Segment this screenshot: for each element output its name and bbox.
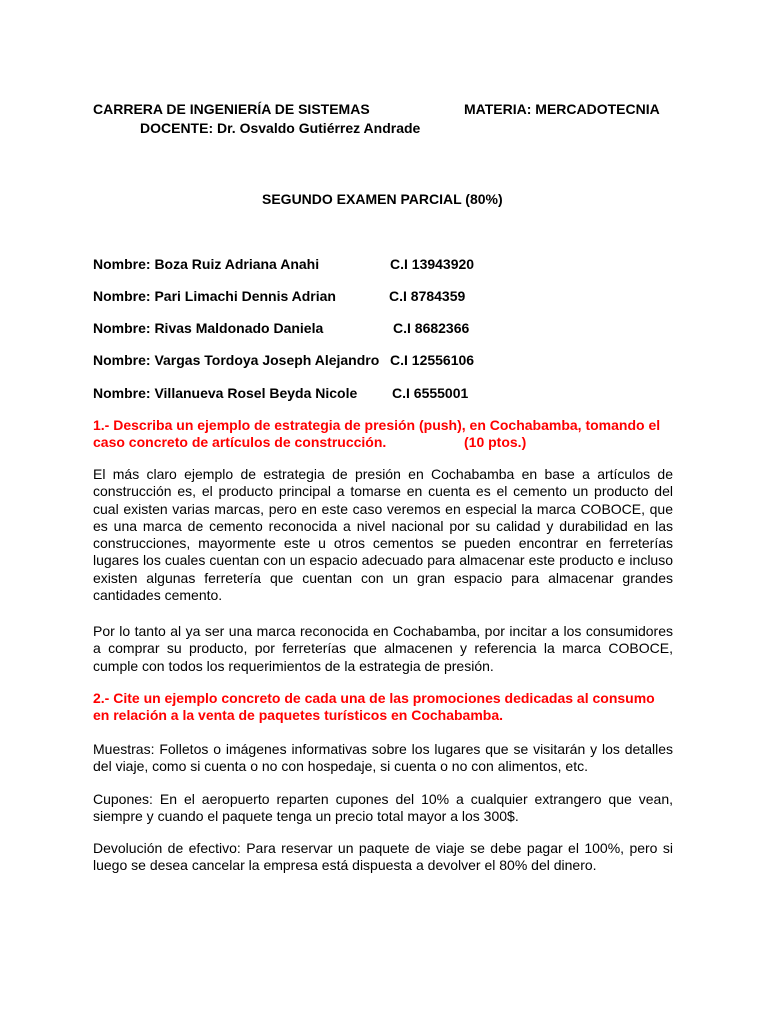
teacher-heading: DOCENTE: Dr. Osvaldo Gutiérrez Andrade — [140, 120, 421, 136]
answer-2-cash-refund: Devolución de efectivo: Para reservar un paquete de viaje se debe pagar el 100%, pero si luego se desea cancelar la empresa está dispuesta a devolver el 80% del dinero. — [93, 840, 673, 874]
student-name: Nombre: Villanueva Rosel Beyda Nicole — [93, 385, 358, 401]
answer-1-paragraph-1: El más claro ejemplo de estrategia de presión en Cochabamba en base a artículos de construcción es, el producto principal a tomarse en cuenta es el cemento un producto del cual existen varias marcas, pero en este caso veremos en especial la marca COBOCE, que es una marca de cemento reconocida a nivel nacional por su calidad y durabilidad en las construcciones, mayormente este u otros cementos se pueden encontrar en ferreterías lugares los cuales cuentan con un espacio adecuado para almacenar este producto e incluso existen algunas ferretería que cuentan con un gran espacio para almacenar grandes cantidades cemento. — [93, 466, 673, 604]
student-ci: C.I 6555001 — [392, 385, 469, 401]
question-1-text: 1.- Describa un ejemplo de estrategia de presión (push), en Cochabamba, tomando el caso concreto de artículos de construcción. — [93, 417, 661, 451]
question-1 — [93, 417, 673, 452]
answer-1-paragraph-2: Por lo tanto al ya ser una marca reconocida en Cochabamba, por incitar a los consumidores a comprar su producto, por ferreterías que almacenen y referencia la marca COBOCE, cumple con todos los requerimientos de la estrategia de presión. — [93, 623, 673, 674]
student-row — [93, 320, 470, 337]
question-2: 2.- Cite un ejemplo concreto de cada una de las promociones dedicadas al consumo en relación a la venta de paquetes turísticos en Cochabamba. — [93, 690, 655, 724]
answer-2-samples: Muestras: Folletos o imágenes informativas sobre los lugares que se visitarán y los detalles del viaje, como si cuenta o no con hospedaje, si cuenta o no con alimentos, etc. — [93, 741, 673, 775]
student-ci: C.I 8784359 — [389, 288, 466, 304]
student-ci: C.I 12556106 — [390, 352, 475, 368]
question-1-points: (10 ptos.) — [464, 434, 527, 450]
student-name: Nombre: Vargas Tordoya Joseph Alejandro — [93, 352, 380, 368]
student-row — [93, 352, 475, 369]
answer-2-coupons: Cupones: En el aeropuerto reparten cupones del 10% a cualquier extrangero que vean, siempre y cuando el paquete tenga un precio total mayor a los 300$. — [93, 791, 673, 825]
student-row — [93, 385, 469, 402]
student-name: Nombre: Boza Ruiz Adriana Anahi — [93, 256, 320, 272]
exam-title: SEGUNDO EXAMEN PARCIAL (80%) — [262, 191, 503, 207]
student-row — [93, 288, 466, 305]
student-name: Nombre: Pari Limachi Dennis Adrian — [93, 288, 336, 304]
subject-heading: MATERIA: MERCADOTECNIA — [464, 101, 660, 117]
student-ci: C.I 8682366 — [393, 320, 470, 336]
student-name: Nombre: Rivas Maldonado Daniela — [93, 320, 324, 336]
student-row — [93, 256, 475, 273]
student-ci: C.I 13943920 — [390, 256, 475, 272]
career-heading: CARRERA DE INGENIERÍA DE SISTEMAS — [93, 101, 370, 117]
